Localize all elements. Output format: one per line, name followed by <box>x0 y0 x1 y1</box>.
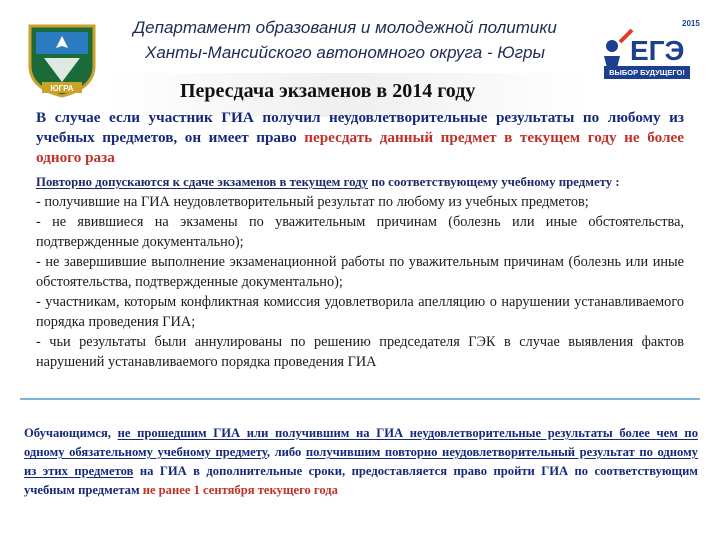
intro-highlight: пересдать данный предмет в текущем году не более одного раза <box>36 129 684 166</box>
lead-underlined: Повторно допускаются к сдаче экзаменов в текущем году <box>36 175 368 189</box>
ege-text: ЕГЭ <box>630 35 685 66</box>
ege-year: 2015 <box>682 19 700 28</box>
department-name-line2: Ханты-Мансийского автономного округа - Югры <box>145 43 545 62</box>
department-name-line1: Департамент образования и молодежной политики <box>133 18 557 37</box>
footer-paragraph <box>24 424 698 500</box>
ege-tagline: ВЫБОР БУДУЩЕГО! <box>604 66 690 79</box>
footer-underlined-2: получившим повторно неудовлетворительный результат по одному из этих предметов <box>24 445 698 478</box>
list-item: - получившие на ГИА неудовлетворительный результат по любому из учебных предметов; <box>36 194 589 210</box>
footer-text-2: , либо <box>266 445 306 459</box>
coat-of-arms-icon <box>22 18 102 98</box>
intro-paragraph <box>36 108 684 168</box>
ege-logo-icon <box>590 12 708 96</box>
footer-text-3: на ГИА в дополнительные сроки, предоставляется право пройти ГИА по соответствующим учебным предметам <box>24 464 698 497</box>
page-title: Пересдача экзаменов в 2014 году <box>180 80 476 102</box>
lead-paragraph <box>36 172 684 192</box>
footer-text-1: Обучающимся, <box>24 426 118 440</box>
lead-rest: по соответствующему учебному предмету : <box>368 175 620 189</box>
footer-highlight: не ранее 1 сентября текущего года <box>142 483 338 497</box>
list-item: - чьи результаты были аннулированы по решению председателя ГЭК в случае выявления фактов нарушений устанавливаемого порядка проведения ГИА <box>36 334 684 370</box>
list-item: - участникам, которым конфликтная комиссия удовлетворила апелляцию о нарушении устанавливаемого порядка проведения ГИА; <box>36 294 684 330</box>
emblem-label: ЮГРА <box>50 84 74 93</box>
list-item: - не явившиеся на экзамены по уважительным причинам (болезнь или иные обстоятельства, подтвержденные документально); <box>36 214 684 250</box>
intro-text: В случае если участник ГИА получил неудовлетворительные результаты по любому из учебных предметов, он имеет право <box>36 109 684 146</box>
list-item: - не завершившие выполнение экзаменационной работы по уважительным причинам (болезнь или иные обстоятельства, подтвержденные документально); <box>36 254 684 290</box>
footer-underlined-1: не прошедшим ГИА или получившим на ГИА неудовлетворительные результаты более чем по одному обязательному учебному предмету <box>24 426 698 459</box>
main-content <box>36 172 684 372</box>
divider <box>20 398 700 400</box>
